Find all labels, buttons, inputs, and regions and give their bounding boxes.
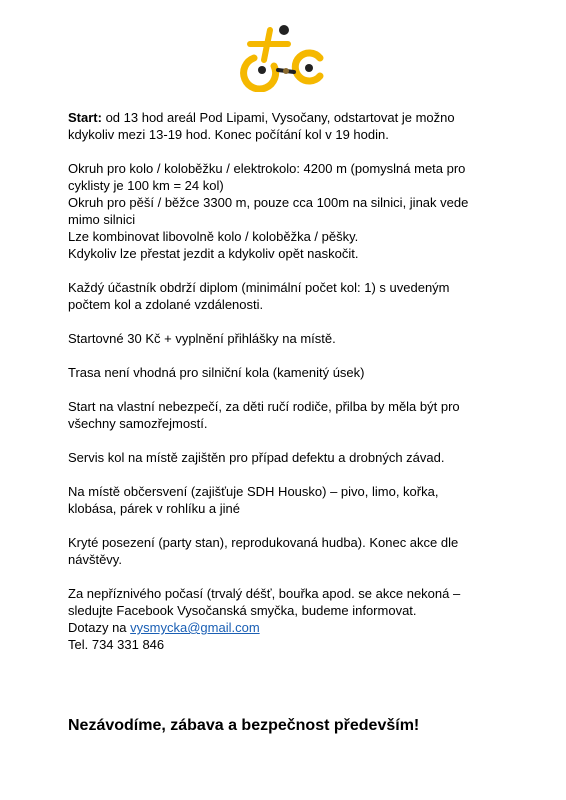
weather-paragraph	[68, 585, 528, 653]
safety-line-2: všechny samozřejmostí.	[68, 416, 208, 431]
cycling-club-logo-icon	[240, 20, 330, 92]
seating-line-2: návštěvy.	[68, 552, 122, 567]
food-line-1: Na místě občersvení (zajišťuje SDH Housko) – pivo, limo, kořka,	[68, 484, 439, 499]
start-label: Start:	[68, 110, 102, 125]
start-text-1: od 13 hod areál Pod Lipami, Vysočany, odstartovat je možno	[101, 110, 455, 125]
diploma-line-1: Každý účastník obdrží diplom (minimální počet kol: 1) s uvedeným	[68, 280, 450, 295]
service-paragraph: Servis kol na místě zajištěn pro případ defektu a drobných závad.	[68, 450, 445, 465]
routes-line-3: Okruh pro pěší / běžce 3300 m, pouze cca 100m na silnici, jinak vede	[68, 195, 469, 210]
diploma-line-2: počtem kol a zdolané vzdálenosti.	[68, 297, 264, 312]
email-link[interactable]: vysmycka@gmail.com	[130, 620, 260, 635]
routes-line-4: mimo silnici	[68, 212, 136, 227]
logo	[240, 20, 330, 92]
weather-line-1: Za nepříznivého počasí (trvalý déšť, bouřka apod. se akce nekoná –	[68, 586, 461, 601]
routes-line-1: Okruh pro kolo / koloběžku / elektrokolo: 4200 m (pomyslná meta pro	[68, 161, 466, 176]
diploma-paragraph	[68, 279, 528, 313]
seating-line-1: Kryté posezení (party stan), reprodukovaná hudba). Konec akce dle	[68, 535, 459, 550]
start-paragraph	[68, 109, 528, 143]
start-text-2: kdykoliv mezi 13-19 hod. Konec počítání kol v 19 hodin.	[68, 127, 389, 142]
routes-line-6: Kdykoliv lze přestat jezdit a kdykoliv opět naskočit.	[68, 246, 359, 261]
event-info	[68, 109, 528, 670]
phone-number: Tel. 734 331 846	[68, 637, 165, 652]
questions-prefix: Dotazy na	[68, 620, 131, 635]
weather-line-2: sledujte Facebook Vysočanská smyčka, budeme informovat.	[68, 603, 417, 618]
safety-line-1: Start na vlastní nebezpečí, za děti ručí rodiče, přilba by měla být pro	[68, 399, 460, 414]
food-paragraph	[68, 483, 528, 517]
fee-paragraph: Startovné 30 Kč + vyplnění přihlášky na místě.	[68, 331, 336, 346]
headline: Nezávodíme, zábava a bezpečnost především!	[68, 717, 420, 734]
routes-paragraph	[68, 160, 528, 262]
track-paragraph: Trasa není vhodná pro silniční kola (kamenitý úsek)	[68, 365, 365, 380]
safety-paragraph	[68, 398, 528, 432]
seating-paragraph	[68, 534, 528, 568]
routes-line-2: cyklisty je 100 km = 24 kol)	[68, 178, 224, 193]
food-line-2: klobása, párek v rohlíku a jiné	[68, 501, 240, 516]
routes-line-5: Lze kombinovat libovolně kolo / koloběžka / pěšky.	[68, 229, 359, 244]
